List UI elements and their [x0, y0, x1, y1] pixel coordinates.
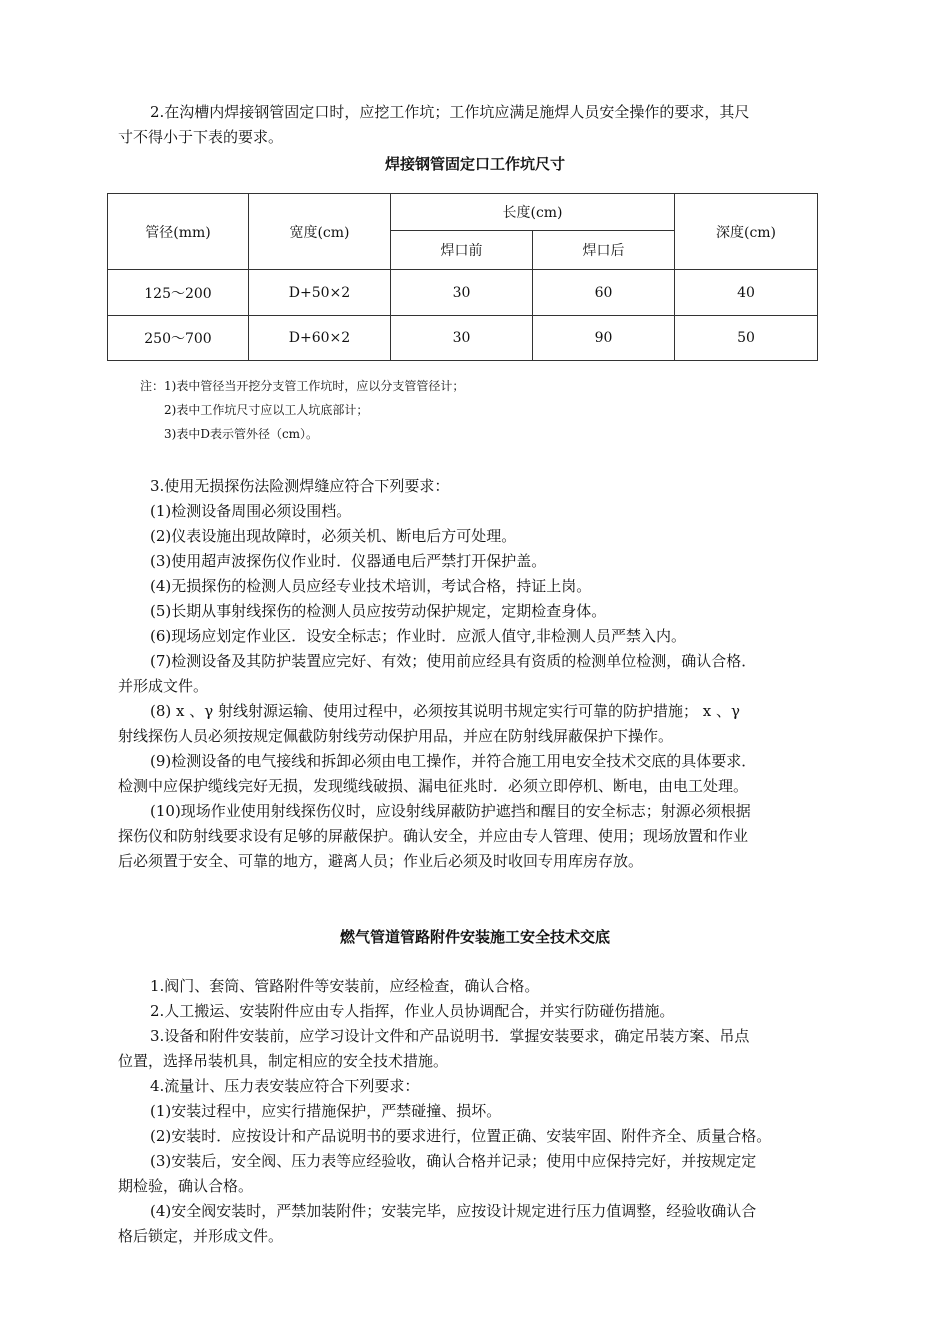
list-item: (3)使用超声波探伤仪作业时．仪器通电后严禁打开保护盖。	[150, 552, 547, 570]
paragraph: 4.流量计、压力表安装应符合下列要求：	[150, 1077, 420, 1095]
paragraph: 2.人工搬运、安装附件应由专人指挥，作业人员协调配合，并实行防碰伤措施。	[150, 1002, 675, 1020]
cell-diameter: 125～200	[108, 270, 249, 316]
list-item: (10)现场作业使用射线探伤仪时，应设射线屏蔽防护遮挡和醒目的安全标志；射源必须根据	[150, 802, 751, 820]
header-after-weld: 焊口后	[533, 231, 675, 270]
cell-width: D+50×2	[249, 270, 391, 316]
paragraph: 1.阀门、套筒、管路附件等安装前，应经检查，确认合格。	[150, 977, 540, 995]
paragraph-2-line-2: 寸不得小于下表的要求。	[118, 128, 284, 146]
cell-before: 30	[391, 316, 533, 361]
list-item: (2)仪表设施出现故障时，必须关机、断电后方可处理。	[150, 527, 517, 545]
paragraph-2-line-1: 2.在沟槽内焊接钢管固定口时，应挖工作坑；工作坑应满足施焊人员安全操作的要求，其尺	[150, 103, 750, 121]
list-item: (7)检测设备及其防护装置应完好、有效；使用前应经具有资质的检测单位检测，确认合格．	[150, 652, 757, 670]
table-note-2: 2)表中工作坑尺寸应以工人坑底部计；	[164, 403, 369, 417]
work-pit-table	[107, 193, 818, 361]
cell-width: D+60×2	[249, 316, 391, 361]
cell-depth: 40	[675, 270, 818, 316]
list-item: (1)安装过程中，应实行措施保护，严禁碰撞、损坏。	[150, 1102, 502, 1120]
table-note-1: 注：1)表中管径当开挖分支管工作坑时，应以分支管管径计；	[140, 379, 465, 393]
list-item-continuation: 探伤仪和防射线要求设有足够的屏蔽保护。确认安全，并应由专人管理、使用；现场放置和作业	[118, 827, 749, 845]
paragraph-3-intro: 3.使用无损探伤法险测焊缝应符合下列要求：	[150, 477, 450, 495]
header-length: 长度(cm)	[391, 194, 675, 231]
header-before-weld: 焊口前	[391, 231, 533, 270]
list-item: (8) x 、γ 射线射源运输、使用过程中，必须按其说明书规定实行可靠的防护措施； x 、γ	[150, 702, 740, 720]
cell-after: 60	[533, 270, 675, 316]
cell-after: 90	[533, 316, 675, 361]
section-title: 燃气管道管路附件安装施工安全技术交底	[339, 928, 610, 946]
paragraph-continuation: 位置，选择吊装机具，制定相应的安全技术措施。	[118, 1052, 449, 1070]
list-item: (4)无损探伤的检测人员应经专业技术培训，考试合格，持证上岗。	[150, 577, 592, 595]
list-item-continuation: 格后锁定，并形成文件。	[118, 1227, 284, 1245]
list-item-continuation: 并形成文件。	[118, 677, 209, 695]
list-item-continuation: 射线探伤人员必须按规定佩截防射线劳动保护用品，并应在防射线屏蔽保护下操作。	[118, 727, 674, 745]
table-row	[108, 270, 818, 316]
header-width: 宽度(cm)	[249, 194, 391, 270]
list-item: (1)检测设备周围必须设围档。	[150, 502, 352, 520]
list-item: (2)安装时．应按设计和产品说明书的要求进行，位置正确、安装牢固、附件齐全、质量合格。	[150, 1127, 772, 1145]
table-note-3: 3)表中D表示管外径（cm）。	[164, 427, 319, 441]
table-row	[108, 316, 818, 361]
list-item-continuation: 期检验，确认合格。	[118, 1177, 254, 1195]
list-item: (6)现场应划定作业区．设安全标志；作业时．应派人值守,非检测人员严禁入内。	[150, 627, 687, 645]
list-item-continuation: 后必须置于安全、可靠的地方，避离人员；作业后必须及时收回专用库房存放。	[118, 852, 644, 870]
list-item: (9)检测设备的电气接线和拆卸必须由电工操作，并符合施工用电安全技术交底的具体要求．	[150, 752, 757, 770]
header-depth: 深度(cm)	[675, 194, 818, 270]
table-title: 焊接钢管固定口工作坑尺寸	[384, 155, 565, 173]
list-item: (5)长期从事射线探伤的检测人员应按劳动保护规定，定期检查身体。	[150, 602, 607, 620]
header-diameter: 管径(mm)	[108, 194, 249, 270]
cell-diameter: 250～700	[108, 316, 249, 361]
cell-depth: 50	[675, 316, 818, 361]
paragraph: 3.设备和附件安装前，应学习设计文件和产品说明书．掌握安装要求，确定吊装方案、吊点	[150, 1027, 750, 1045]
list-item: (3)安装后，安全阀、压力表等应经验收，确认合格并记录；使用中应保持完好，并按规定定	[150, 1152, 757, 1170]
list-item-continuation: 检测中应保护缆线完好无损，发现缆线破损、漏电征兆时．必须立即停机、断电，由电工处理。	[118, 777, 749, 795]
list-item: (4)安全阀安装时，严禁加装附件；安装完毕，应按设计规定进行压力值调整，经验收确认合	[150, 1202, 757, 1220]
cell-before: 30	[391, 270, 533, 316]
